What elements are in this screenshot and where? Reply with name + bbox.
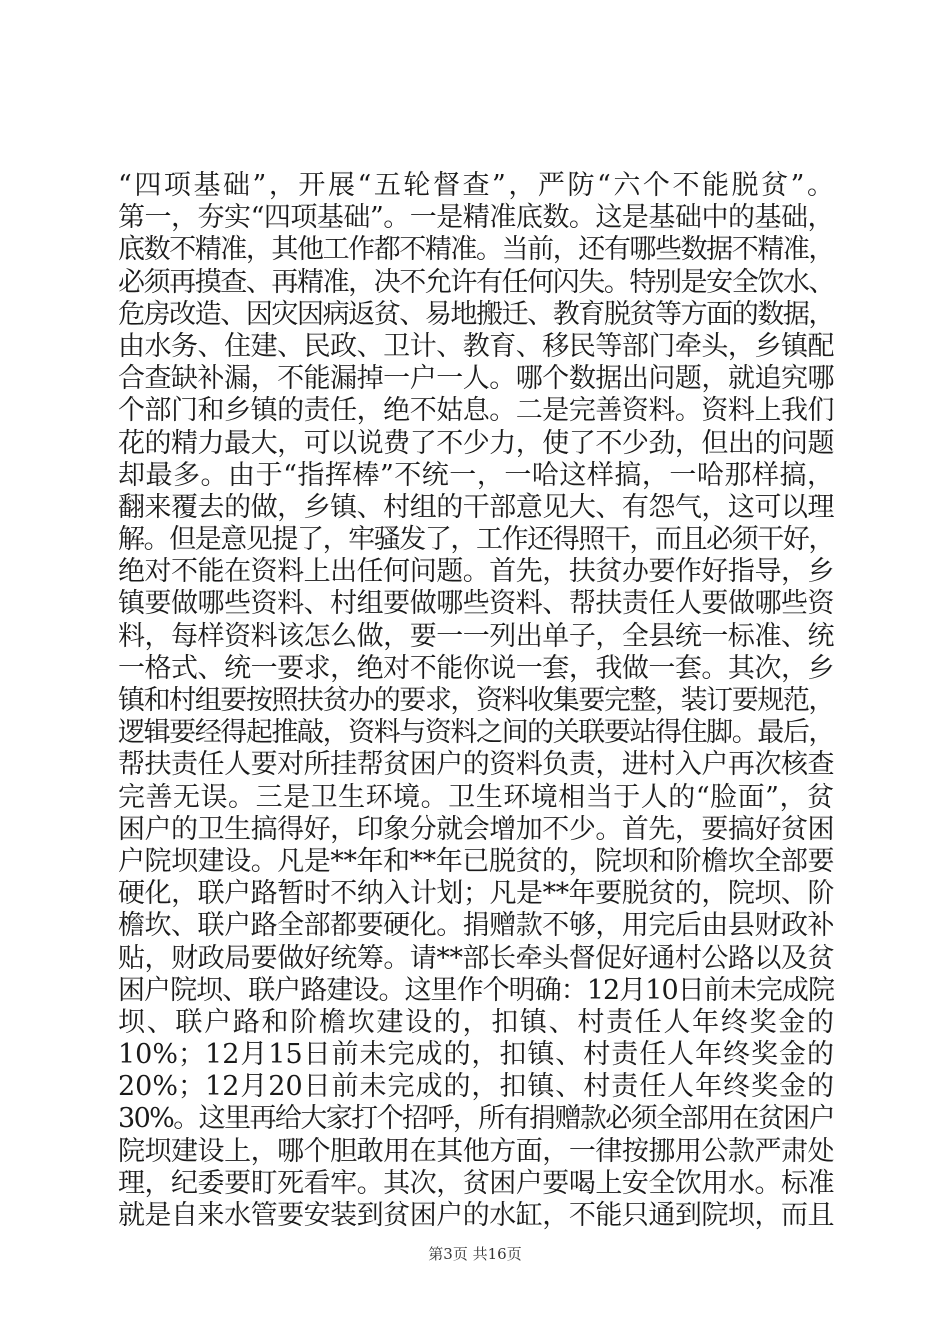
text-line: 个部门和乡镇的责任，绝不姑息。二是完善资料。资料上我们 xyxy=(118,395,834,427)
text-line: 第一，夯实“四项基础”。一是精准底数。这是基础中的基础， xyxy=(118,202,834,234)
text-line: 硬化，联户路暂时不纳入计划；凡是**年要脱贫的，院坝、阶 xyxy=(118,878,834,910)
text-line: 危房改造、因灾因病返贫、易地搬迁、教育脱贫等方面的数据， xyxy=(118,298,834,330)
text-line: 由水务、住建、民政、卫计、教育、移民等部门牵头，乡镇配 xyxy=(118,330,834,362)
text-line: 户院坝建设。凡是**年和**年已脱贫的，院坝和阶檐坎全部要 xyxy=(118,845,834,877)
text-line: 底数不精准，其他工作都不精准。当前，还有哪些数据不精准， xyxy=(118,234,834,266)
text-line: 帮扶责任人要对所挂帮贫困户的资料负责，进村入户再次核查 xyxy=(118,749,834,781)
text-line: 必须再摸查、再精准，决不允许有任何闪失。特别是安全饮水、 xyxy=(118,266,834,298)
body-text xyxy=(118,170,834,1232)
text-line: 逻辑要经得起推敲，资料与资料之间的关联要站得住脚。最后， xyxy=(118,717,834,749)
text-line: 绝对不能在资料上出任何问题。首先，扶贫办要作好指导，乡 xyxy=(118,556,834,588)
text-line: 困户的卫生搞得好，印象分就会增加不少。首先，要搞好贫困 xyxy=(118,813,834,845)
text-line: 坝、联户路和阶檐坎建设的，扣镇、村责任人年终奖金的 xyxy=(118,1006,834,1038)
text-line: 镇要做哪些资料、村组要做哪些资料、帮扶责任人要做哪些资 xyxy=(118,588,834,620)
text-line: 翻来覆去的做，乡镇、村组的干部意见大、有怨气，这可以理 xyxy=(118,491,834,523)
page-footer: 第3页 共16页 xyxy=(428,1245,522,1263)
text-line: 困户院坝、联户路建设。这里作个明确：12月10日前未完成院 xyxy=(118,974,834,1006)
text-line: 贴，财政局要做好统筹。请**部长牵头督促好通村公路以及贫 xyxy=(118,942,834,974)
text-line: 30%。这里再给大家打个招呼，所有捐赠款必须全部用在贫困户 xyxy=(118,1103,835,1135)
text-line: 院坝建设上，哪个胆敢用在其他方面，一律按挪用公款严肃处 xyxy=(118,1135,834,1167)
text-line: 完善无误。三是卫生环境。卫生环境相当于人的“脸面”，贫 xyxy=(118,781,834,813)
text-line: 合查缺补漏，不能漏掉一户一人。哪个数据出问题，就追究哪 xyxy=(118,363,834,395)
text-line: 檐坎、联户路全部都要硬化。捐赠款不够，用完后由县财政补 xyxy=(118,910,834,942)
text-line: 花的精力最大，可以说费了不少力，使了不少劲，但出的问题 xyxy=(118,427,834,459)
text-line: 就是自来水管要安装到贫困户的水缸，不能只通到院坝，而且 xyxy=(118,1200,834,1231)
text-line: 却最多。由于“指挥棒”不统一，一哈这样搞，一哈那样搞， xyxy=(118,459,834,491)
text-line: “四项基础”，开展“五轮督查”，严防“六个不能脱贫”。 xyxy=(118,170,834,201)
text-line: 10%；12月15日前未完成的，扣镇、村责任人年终奖金的 xyxy=(118,1039,834,1071)
text-line: 镇和村组要按照扶贫办的要求，资料收集要完整，装订要规范， xyxy=(118,685,834,716)
text-line: 一格式、统一要求，绝对不能你说一套，我做一套。其次，乡 xyxy=(118,652,834,684)
text-line: 理，纪委要盯死看牢。其次，贫困户要喝上安全饮用水。标准 xyxy=(118,1167,834,1199)
text-line: 料，每样资料该怎么做，要一一列出单子，全县统一标准、统 xyxy=(118,620,834,652)
text-line: 20%；12月20日前未完成的，扣镇、村责任人年终奖金的 xyxy=(118,1071,834,1103)
text-line: 解。但是意见提了，牢骚发了，工作还得照干，而且必须干好， xyxy=(118,524,834,556)
